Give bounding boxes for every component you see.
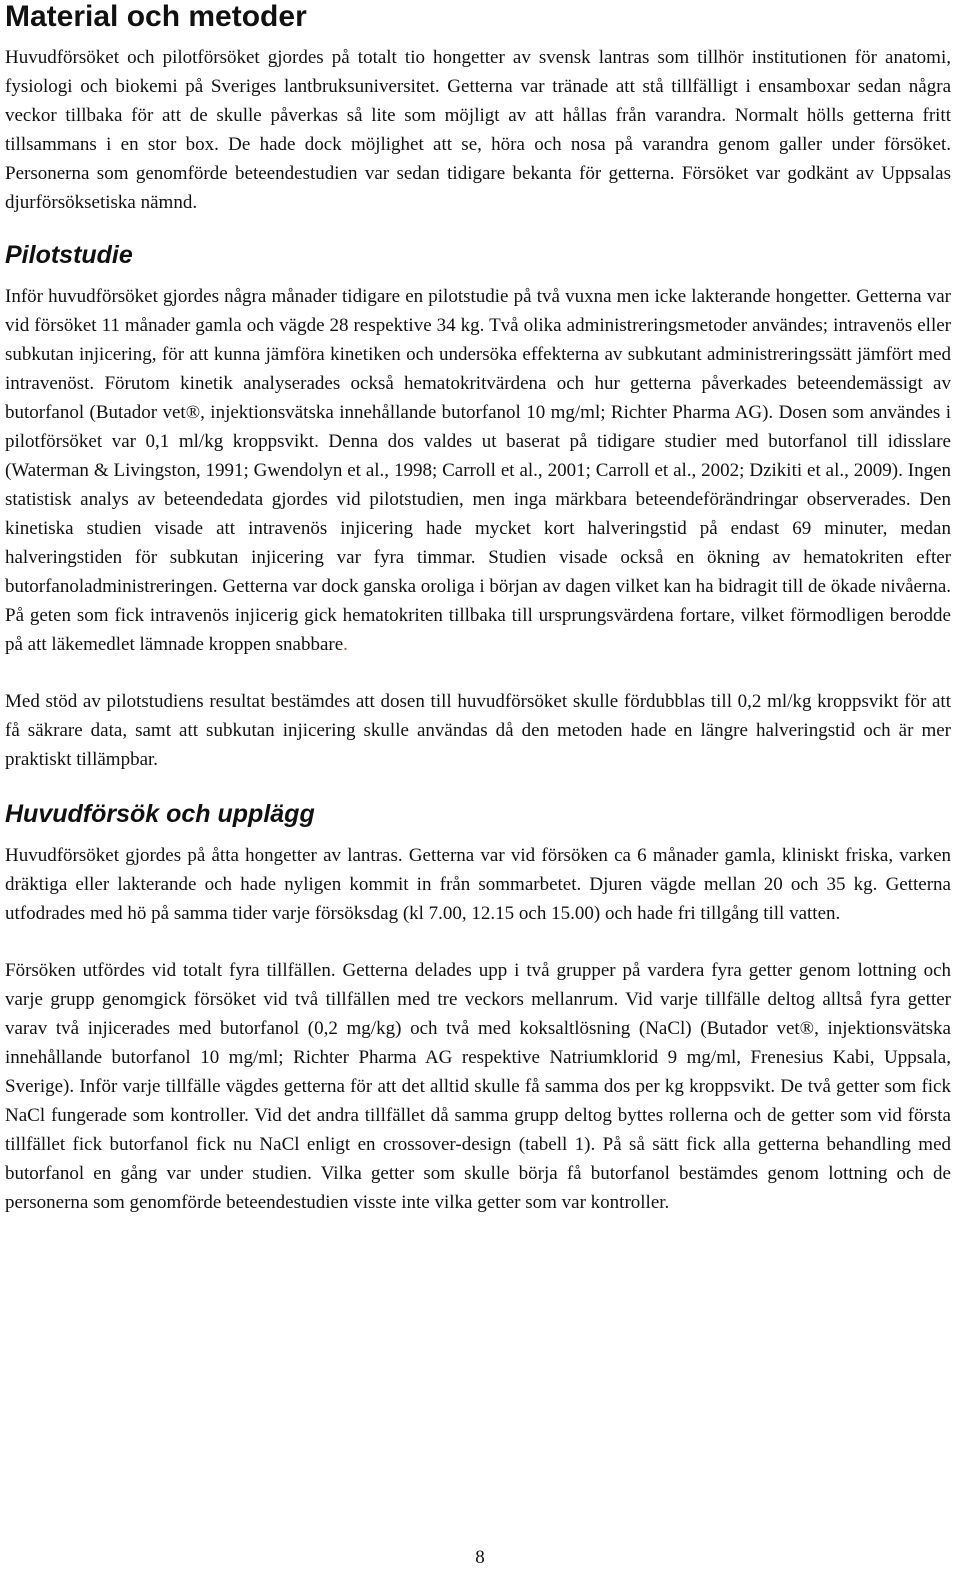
intro-paragraph: Huvudförsöket och pilotförsöket gjordes på totalt tio hongetter av svensk lantras som tillhör institutionen för anatomi, fysiologi och biokemi på Sveriges lantbruksuniversitet. Getterna var tränade att stå tillfälligt i ensamboxar sedan några veckor tillbaka för att de skulle påverkas så lite som möjligt av att hållas från varandra. Normalt hölls getterna fritt tillsammans i en stor box. De hade dock möjlighet att se, höra och nosa på varandra genom galler under försöket. Personerna som genomförde beteendestudien var sedan tidigare bekanta för getterna. Försöket var godkänt av Uppsalas djurförsöksetiska nämnd.: [5, 47, 951, 213]
section-heading-huvudforsok: Huvudförsök och upplägg: [5, 800, 315, 828]
pilot-paragraph: [5, 282, 951, 659]
page-number: 8: [475, 1547, 485, 1568]
pilot-conclusion-paragraph: Med stöd av pilotstudiens resultat bestämdes att dosen till huvudförsöket skulle fördubblas till 0,2 ml/kg kroppsvikt för att få säkrare data, samt att subkutan injicering skulle användas då den metoden hade en längre halveringstid och är mer praktiskt tillämpbar.: [5, 691, 951, 770]
pilot-paragraph-text: Inför huvudförsöket gjordes några månader tidigare en pilotstudie på två vuxna men icke lakterande hongetter. Getterna var vid försöket 11 månader gamla och vägde 28 respektive 34 kg. Två olika administreringsmetoder användes; intravenös eller subkutan injicering, för att kunna jämföra kinetiken och undersöka effekterna av subkutant administreringssätt jämfört med intravenöst. Förutom kinetik analyserades också hematokritvärdena och hur getterna påverkades beteendemässigt av butorfanol (Butador vet®, injektionsvätska innehållande butorfanol 10 mg/ml; Richter Pharma AG). Dosen som användes i pilotförsöket var 0,1 ml/kg kroppsvikt. Denna dos valdes ut baserat på tidigare studier med butorfanol till idisslare (Waterman & Livingston, 1991; Gwendolyn et al., 1998; Carroll et al., 2001; Carroll et al., 2002; Dzikiti et al., 2009). Ingen statistisk analys av beteendedata gjordes vid pilotstudien, men inga märkbara beteendeförändringar observerades. Den kinetiska studien visade att intravenös injicering hade mycket kort halveringstid på endast 69 minuter, medan halveringstiden för subkutan injicering var fyra timmar. Studien visade också en ökning av hematokriten efter butorfanoladministreringen. Getterna var dock ganska oroliga i början av dagen vilket kan ha bidragit till de ökade nivåerna. På geten som fick intravenös injicerig gick hematokriten tillbaka till ursprungsvärdena fortare, vilket förmodligen berodde på att läkemedlet lämnade kroppen snabbare: [5, 286, 951, 655]
section-heading-material-och-metoder: Material och metoder: [5, 0, 307, 33]
pilot-paragraph-period: .: [343, 634, 348, 655]
section-heading-pilotstudie: Pilotstudie: [5, 241, 133, 269]
document-page: [5, 0, 951, 1217]
procedure-paragraph: Försöken utfördes vid totalt fyra tillfällen. Getterna delades upp i två grupper på vardera fyra getter genom lottning och varje grupp genomgick försöket vid två tillfällen med tre veckors mellanrum. Vid varje tillfälle deltog alltså fyra getter varav två injicerades med butorfanol (0,2 mg/kg) och två med koksaltlösning (NaCl) (Butador vet®, injektionsvätska innehållande butorfanol 10 mg/ml; Richter Pharma AG respektive Natriumklorid 9 mg/ml, Frenesius Kabi, Uppsala, Sverige). Inför varje tillfälle vägdes getterna för att det alltid skulle få samma dos per kg kroppsvikt. De två getter som fick NaCl fungerade som kontroller. Vid det andra tillfället då samma grupp deltog byttes rollerna och de getter som vid första tillfället fick butorfanol fick nu NaCl enligt en crossover-design (tabell 1). På så sätt fick alla getterna behandling med butorfanol en gång var under studien. Vilka getter som skulle börja få butorfanol bestämdes genom lottning och de personerna som genomförde beteendestudien visste inte vilka getter som var kontroller.: [5, 960, 951, 1213]
main-study-paragraph: Huvudförsöket gjordes på åtta hongetter av lantras. Getterna var vid försöken ca 6 månader gamla, kliniskt friska, varken dräktiga eller lakterande och hade nyligen kommit in från sommarbetet. Djuren vägde mellan 20 och 35 kg. Getterna utfodrades med hö på samma tider varje försöksdag (kl 7.00, 12.15 och 15.00) och hade fri tillgång till vatten.: [5, 845, 951, 924]
